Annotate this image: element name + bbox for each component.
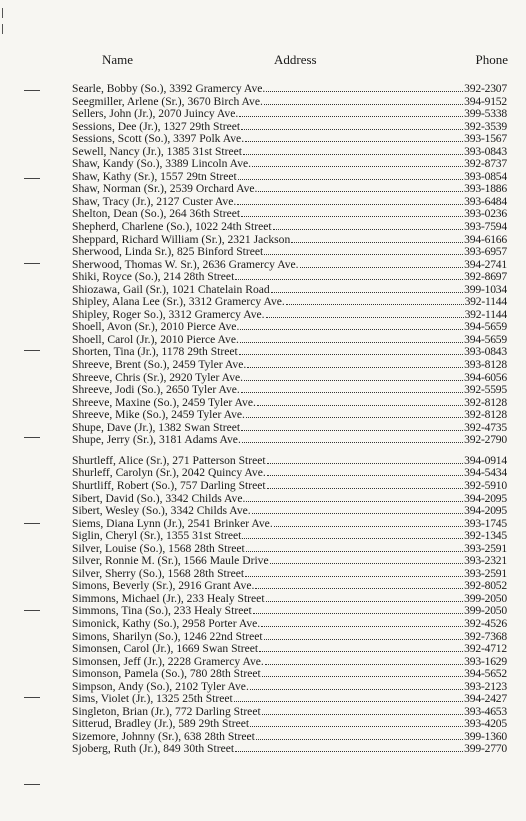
list-item: [72, 157, 507, 170]
entry-phone: 399-1360: [464, 729, 507, 743]
list-item: [72, 308, 507, 321]
dot-leader: [235, 270, 463, 280]
dot-leader: [264, 245, 463, 255]
dot-leader: [266, 592, 464, 602]
entry-name-address: Shoell, Carol (Jr.), 2010 Pierce Ave.: [72, 332, 239, 346]
dot-leader: [267, 466, 463, 476]
entry-phone: 392-7368: [464, 629, 507, 643]
entry-phone: 399-2770: [464, 742, 507, 756]
entry-name-address: Shurleff, Carolyn (Sr.), 2042 Quincy Ave.: [72, 466, 266, 480]
entry-name-address: Sherwood, Thomas W. Sr.), 2636 Gramercy Ave.: [72, 257, 299, 271]
list-item: [72, 233, 507, 246]
margin-mark: [2, 24, 3, 34]
entry-name-address: Singleton, Brian (Jr.), 772 Darling Street: [72, 704, 261, 718]
entry-name-address: Sibert, David (So.), 3342 Childs Ave.: [72, 491, 246, 505]
entry-phone: 399-1034: [464, 282, 507, 296]
entry-phone: 393-4205: [464, 717, 507, 731]
entry-name-address: Shaw, Norman (Sr.), 2539 Orchard Ave.: [72, 182, 258, 196]
entry-phone: 394-5659: [464, 320, 507, 334]
list-item: [72, 333, 507, 346]
dot-leader: [256, 730, 463, 740]
entry-name-address: Sherwood, Linda Sr.), 825 Binford Street: [72, 245, 264, 259]
entry-name-address: Shelton, Dean (So.), 264 36th Street: [72, 207, 241, 221]
margin-dash: [24, 90, 40, 91]
entry-name-address: Shupe, Jerry (Sr.), 3181 Adams Ave.: [72, 433, 241, 447]
entry-name-address: Shreeve, Jodi (So.), 2650 Tyler Ave.: [72, 383, 240, 397]
dot-leader: [241, 120, 463, 130]
list-item: [72, 371, 507, 384]
list-item: [72, 358, 507, 371]
entry-name-address: Simonick, Kathy (So.), 2958 Porter Ave.: [72, 616, 261, 630]
dot-leader: [258, 182, 463, 192]
entry-phone: 393-0236: [464, 207, 507, 221]
dot-leader: [239, 107, 463, 117]
directory-list: [72, 82, 507, 755]
entry-phone: 393-4653: [464, 704, 507, 718]
entry-name-address: Simmons, Michael (Jr.), 233 Healy Street: [72, 591, 265, 605]
list-item: [72, 207, 507, 220]
entry-name-address: Sheppard, Richard William (Sr.), 2321 Jackson: [72, 232, 291, 246]
entry-phone: 392-4526: [464, 616, 507, 630]
dot-leader: [252, 157, 463, 167]
entry-phone: 399-2050: [464, 604, 507, 618]
dot-leader: [245, 567, 463, 577]
entry-phone: 394-2095: [464, 504, 507, 518]
entry-phone: 394-9152: [464, 94, 507, 108]
list-item: [72, 258, 507, 271]
entry-name-address: Sessions, Scott (So.), 3397 Polk Ave.: [72, 132, 245, 146]
entry-phone: 392-4712: [464, 642, 507, 656]
dot-leader: [266, 308, 464, 318]
list-item: [72, 295, 507, 308]
list-item: [72, 170, 507, 183]
dot-leader: [241, 383, 463, 393]
entry-name-address: Shurtliff, Robert (So.), 757 Darling Street: [72, 478, 266, 492]
dot-leader: [274, 517, 463, 527]
entry-phone: 393-0843: [464, 345, 507, 359]
dot-leader: [271, 283, 463, 293]
entry-name-address: Shaw, Kandy (So.), 3389 Lincoln Ave.: [72, 157, 252, 171]
entry-phone: 393-7594: [464, 220, 507, 234]
list-item: [72, 705, 507, 718]
entry-phone: 392-8128: [464, 395, 507, 409]
dot-leader: [250, 717, 463, 727]
list-item: [72, 245, 507, 258]
list-item: [72, 82, 507, 95]
entry-name-address: Silver, Sherry (So.), 1568 28th Street: [72, 566, 245, 580]
list-item: [72, 421, 507, 434]
dot-leader: [262, 705, 463, 715]
dot-leader: [243, 145, 463, 155]
entry-phone: 393-8128: [464, 358, 507, 372]
entry-phone: 393-1629: [464, 654, 507, 668]
entry-phone: 394-5652: [464, 667, 507, 681]
entry-phone: 392-3539: [464, 119, 507, 133]
entry-phone: 393-2321: [464, 554, 507, 568]
dot-leader: [259, 642, 463, 652]
list-item: [72, 120, 507, 133]
margin-dash: [24, 437, 40, 438]
entry-phone: 392-1345: [464, 529, 507, 543]
list-item: [72, 742, 507, 755]
entry-name-address: Simons, Sharilyn (So.), 1246 22nd Street: [72, 629, 263, 643]
margin-dash: [24, 178, 40, 179]
header-phone: Phone: [475, 52, 508, 67]
entry-phone: 394-5434: [464, 466, 507, 480]
dot-leader: [250, 680, 463, 690]
entry-name-address: Silver, Louise (So.), 1568 28th Street: [72, 541, 245, 555]
dot-leader: [257, 396, 463, 406]
entry-phone: 392-2790: [464, 433, 507, 447]
entry-name-address: Sellers, John (Jr.), 2070 Juincy Ave.: [72, 107, 239, 121]
list-item: [72, 182, 507, 195]
dot-leader: [273, 220, 464, 230]
entry-phone: 399-5338: [464, 107, 507, 121]
entry-phone: 393-0854: [464, 169, 507, 183]
entry-phone: 394-6056: [464, 370, 507, 384]
dot-leader: [252, 504, 464, 514]
margin-dash: [24, 610, 40, 611]
entry-phone: 393-2123: [464, 679, 507, 693]
dot-leader: [234, 692, 463, 702]
dot-leader: [240, 333, 463, 343]
entry-name-address: Shipley, Roger So.), 3312 Gramercy Ave.: [72, 307, 265, 321]
list-item: [72, 345, 507, 358]
list-item: [72, 270, 507, 283]
entry-phone: 392-1144: [464, 295, 507, 309]
entry-phone: 392-8737: [464, 157, 507, 171]
dot-leader: [244, 371, 463, 381]
entry-name-address: Shurtleff, Alice (Sr.), 271 Patterson Street: [72, 453, 266, 467]
list-item: [72, 579, 507, 592]
dot-leader: [242, 529, 463, 539]
entry-name-address: Shreeve, Maxine (So.), 2459 Tyler Ave.: [72, 395, 256, 409]
entry-name-address: Sitterud, Bradley (Jr.), 589 29th Street: [72, 717, 250, 731]
entry-phone: 393-1567: [464, 132, 507, 146]
entry-name-address: Sjoberg, Ruth (Jr.), 849 30th Street: [72, 742, 235, 756]
list-item: [72, 408, 507, 421]
entry-name-address: Sizemore, Johnny (Sr.), 638 28th Street: [72, 729, 255, 743]
dot-leader: [266, 82, 463, 92]
dot-leader: [247, 358, 463, 368]
entry-name-address: Shiki, Royce (So.), 214 28th Street: [72, 270, 235, 284]
dot-leader: [241, 421, 463, 431]
margin-mark: [2, 8, 3, 18]
margin-dash: [24, 784, 40, 785]
entry-name-address: Siglin, Cheryl (Sr.), 1355 31st Street: [72, 529, 242, 543]
entry-name-address: Seegmiller, Arlene (Sr.), 3670 Birch Ave.: [72, 94, 263, 108]
entry-phone: 393-0843: [464, 144, 507, 158]
dot-leader: [246, 408, 463, 418]
entry-name-address: Sims, Violet (Jr.), 1325 25th Street: [72, 692, 233, 706]
list-item: [72, 383, 507, 396]
entry-name-address: Silver, Ronnie M. (Sr.), 1566 Maule Drive: [72, 554, 269, 568]
entry-phone: 392-5910: [464, 478, 507, 492]
entry-name-address: Siems, Diana Lynn (Jr.), 2541 Brinker Ave.: [72, 516, 273, 530]
list-item: [72, 730, 507, 743]
entry-name-address: Simmons, Tina (So.), 233 Healy Street: [72, 604, 252, 618]
dot-leader: [253, 604, 463, 614]
dot-leader: [300, 258, 464, 268]
list-item: [72, 604, 507, 617]
entry-phone: 394-2741: [464, 257, 507, 271]
list-item: [72, 630, 507, 643]
entry-name-address: Simonsen, Carol (Jr.), 1669 Swan Street: [72, 642, 259, 656]
list-item: [72, 492, 507, 505]
entry-name-address: Shreeve, Brent (So.), 2459 Tyler Ave.: [72, 358, 247, 372]
dot-leader: [246, 492, 463, 502]
entry-name-address: Simpson, Andy (So.), 2102 Tyler Ave.: [72, 679, 249, 693]
list-item: [72, 717, 507, 730]
entry-name-address: Sibert, Wesley (So.), 3342 Childs Ave.: [72, 504, 251, 518]
entry-phone: 392-2307: [464, 82, 507, 95]
entry-phone: 393-1886: [464, 182, 507, 196]
entry-phone: 392-8697: [464, 270, 507, 284]
entry-phone: 393-6484: [464, 194, 507, 208]
list-item: [72, 554, 507, 567]
list-item: [72, 454, 507, 467]
list-item: [72, 667, 507, 680]
list-item: [72, 517, 507, 530]
dot-leader: [240, 320, 463, 330]
entry-name-address: Simonsen, Jeff (Jr.), 2228 Gramercy Ave.: [72, 654, 264, 668]
list-item: [72, 542, 507, 555]
list-item: [72, 433, 507, 446]
entry-phone: 392-8128: [464, 408, 507, 422]
margin-dash: [24, 697, 40, 698]
entry-name-address: Shaw, Kathy (Sr.), 1557 29tn Street: [72, 169, 237, 183]
dot-leader: [237, 195, 463, 205]
list-item: [72, 195, 507, 208]
column-header: [0, 52, 526, 70]
entry-name-address: Shorten, Tina (Jr.), 1178 29th Street: [72, 345, 238, 359]
list-item: [72, 220, 507, 233]
dot-leader: [255, 579, 463, 589]
list-item: [72, 466, 507, 479]
entry-phone: 392-5595: [464, 383, 507, 397]
dot-leader: [291, 233, 463, 243]
entry-phone: 394-6166: [464, 232, 507, 246]
dot-leader: [238, 170, 463, 180]
entry-phone: 393-1745: [464, 516, 507, 530]
dot-leader: [235, 742, 463, 752]
list-item: [72, 692, 507, 705]
entry-phone: 392-1144: [464, 307, 507, 321]
entry-name-address: Searle, Bobby (So.), 3392 Gramercy Ave.: [72, 82, 266, 95]
entry-name-address: Shaw, Tracy (Jr.), 2127 Custer Ave.: [72, 194, 237, 208]
dot-leader: [241, 207, 463, 217]
dot-leader: [242, 433, 463, 443]
entry-phone: 394-0914: [464, 453, 507, 467]
dot-leader: [267, 454, 464, 464]
entry-name-address: Simonson, Pamela (So.), 780 28th Street: [72, 667, 261, 681]
entry-phone: 399-2050: [464, 591, 507, 605]
entry-name-address: Sewell, Nancy (Jr.), 1385 31st Street: [72, 144, 243, 158]
dot-leader: [239, 345, 463, 355]
dot-leader: [267, 479, 464, 489]
dot-leader: [265, 655, 463, 665]
entry-name-address: Shepherd, Charlene (So.), 1022 24th Street: [72, 220, 272, 234]
entry-phone: 392-4735: [464, 420, 507, 434]
dot-leader: [246, 542, 463, 552]
margin-dash: [24, 350, 40, 351]
list-item: [72, 680, 507, 693]
list-item: [72, 567, 507, 580]
list-item: [72, 642, 507, 655]
entry-phone: 394-2427: [464, 692, 507, 706]
entry-phone: 393-2591: [464, 541, 507, 555]
entry-name-address: Simons, Beverly (Sr.), 2916 Grant Ave.: [72, 579, 255, 593]
list-item: [72, 320, 507, 333]
entry-name-address: Shipley, Alana Lee (Sr.), 3312 Gramercy Ave.: [72, 295, 285, 309]
list-item: [72, 396, 507, 409]
entry-name-address: Shreeve, Chris (Sr.), 2920 Tyler Ave.: [72, 370, 244, 384]
entry-phone: 393-2591: [464, 566, 507, 580]
dot-leader: [262, 667, 463, 677]
list-item: [72, 145, 507, 158]
entry-phone: 394-5659: [464, 332, 507, 346]
margin-dash: [24, 523, 40, 524]
dot-leader: [270, 554, 464, 564]
entry-name-address: Shoell, Avon (Sr.), 2010 Pierce Ave.: [72, 320, 240, 334]
entry-name-address: Shreeve, Mike (So.), 2459 Tyler Ave.: [72, 408, 245, 422]
list-item: [72, 479, 507, 492]
entry-phone: 394-2095: [464, 491, 507, 505]
entry-name-address: Shupe, Dave (Jr.), 1382 Swan Street: [72, 420, 241, 434]
entry-name-address: Shiozawa, Gail (Sr.), 1021 Chatelain Road: [72, 282, 270, 296]
dot-leader: [245, 132, 463, 142]
dot-leader: [264, 630, 464, 640]
list-item: [72, 95, 507, 108]
list-item: [72, 529, 507, 542]
list-item: [72, 617, 507, 630]
dot-leader: [286, 295, 464, 305]
list-item: [72, 655, 507, 668]
dot-leader: [264, 95, 463, 105]
header-name: Name: [102, 52, 134, 67]
list-item: [72, 592, 507, 605]
list-item: [72, 504, 507, 517]
header-address: Address: [274, 52, 317, 67]
list-item: [72, 132, 507, 145]
list-item: [72, 107, 507, 120]
entry-phone: 393-6957: [464, 245, 507, 259]
entry-phone: 392-8052: [464, 579, 507, 593]
list-item: [72, 283, 507, 296]
entry-name-address: Sessions, Dee (Jr.), 1327 29th Street: [72, 119, 241, 133]
dot-leader: [261, 617, 463, 627]
margin-dash: [24, 263, 40, 264]
